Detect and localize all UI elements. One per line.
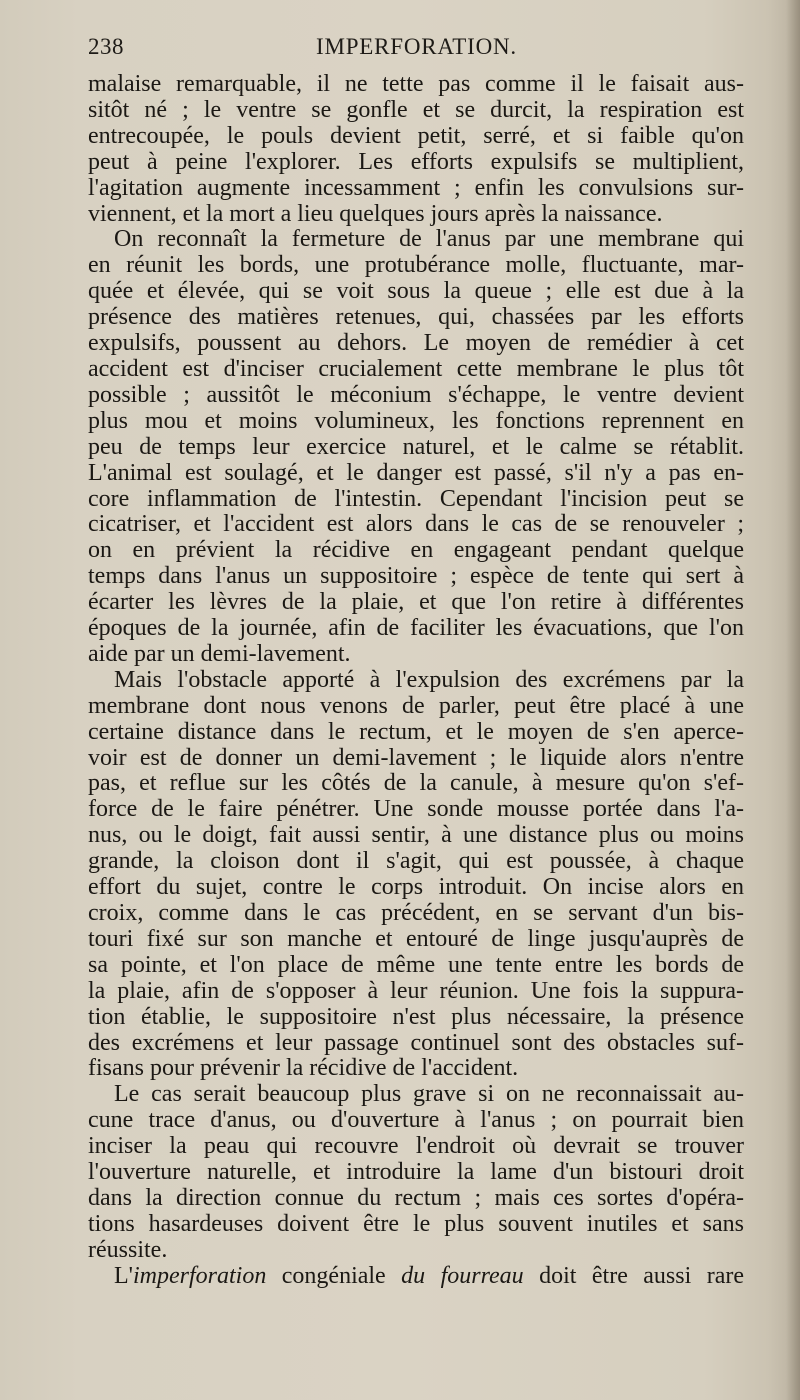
paragraph <box>88 668 744 1083</box>
text-line: on en prévient la récidive en engageant pendant quelque <box>88 537 744 564</box>
paragraph <box>88 72 744 227</box>
text-line: temps dans l'anus un suppositoire ; espèce de tente qui sert à <box>88 563 744 590</box>
italic-term: imperforation <box>132 1262 267 1289</box>
text-line: Le cas serait beaucoup plus grave si on ne reconnaissait au- <box>114 1081 744 1108</box>
text-line: core inflammation de l'intestin. Cependant l'incision peut se <box>88 485 744 512</box>
text-line: grande, la cloison dont il s'agit, qui est poussée, à chaque <box>88 848 744 875</box>
text-line: la plaie, afin de s'opposer à leur réunion. Une fois la suppura- <box>88 977 744 1004</box>
text-line: nus, ou le doigt, fait aussi sentir, à une distance plus ou moins <box>88 822 744 849</box>
body-text <box>88 72 744 1290</box>
text-line: pas, et reflue sur les côtés de la canule, à mesure qu'on s'ef- <box>88 770 744 797</box>
text-segment: L' <box>114 1262 133 1289</box>
text-line: force de le faire pénétrer. Une sonde mousse portée dans l'a- <box>88 796 744 823</box>
text-line: l'ouverture naturelle, et introduire la lame d'un bistouri droit <box>88 1159 744 1186</box>
text-line: certaine distance dans le rectum, et le moyen de s'en aperce- <box>88 718 744 745</box>
text-line: voir est de donner un demi-lavement ; le liquide alors n'entre <box>88 744 744 771</box>
paragraph <box>88 1082 744 1263</box>
text-segment: doit être aussi rare <box>523 1262 745 1289</box>
text-line: accident est d'inciser crucialement cette membrane le plus tôt <box>88 355 744 382</box>
text-line <box>88 1264 744 1290</box>
italic-term: du fourreau <box>401 1262 524 1289</box>
text-line: en réunit les bords, une protubérance molle, fluctuante, mar- <box>88 252 744 279</box>
text-line: cicatriser, et l'accident est alors dans le cas de se renouveler ; <box>88 511 744 538</box>
text-line: On reconnaît la fermeture de l'anus par une membrane qui <box>114 226 744 253</box>
paragraph <box>88 227 744 667</box>
text-line: entrecoupée, le pouls devient petit, serré, et si faible qu'on <box>88 122 744 149</box>
text-line: l'agitation augmente incessamment ; enfin les convulsions sur- <box>88 174 744 201</box>
text-line: viennent, et la mort a lieu quelques jours après la naissance. <box>88 200 663 227</box>
text-line: écarter les lèvres de la plaie, et que l'on retire à différentes <box>88 589 744 616</box>
text-line: peu de temps leur exercice naturel, et le calme se rétablit. <box>88 433 744 460</box>
text-line: possible ; aussitôt le méconium s'échappe, le ventre devient <box>88 381 744 408</box>
text-line: des excrémens et leur passage continuel sont des obstacles suf- <box>88 1029 744 1056</box>
text-line: quée et élevée, qui se voit sous la queue ; elle est due à la <box>88 278 744 305</box>
text-line: Mais l'obstacle apporté à l'expulsion des excrémens par la <box>114 666 744 693</box>
text-line: L'animal est soulagé, et le danger est passé, s'il n'y a pas en- <box>88 459 744 486</box>
text-line: présence des matières retenues, qui, chassées par les efforts <box>88 304 744 331</box>
text-line: sitôt né ; le ventre se gonfle et se durcit, la respiration est <box>88 96 744 123</box>
paragraph <box>88 1264 744 1290</box>
running-head: IMPERFORATION. <box>316 34 517 59</box>
page-edge-shadow <box>786 0 800 1400</box>
text-line: cune trace d'anus, ou d'ouverture à l'anus ; on pourrait bien <box>88 1107 744 1134</box>
text-line: effort du sujet, contre le corps introduit. On incise alors en <box>88 874 744 901</box>
text-segment: congéniale <box>266 1262 402 1289</box>
text-line: tion établie, le suppositoire n'est plus nécessaire, la présence <box>88 1003 744 1030</box>
text-line: dans la direction connue du rectum ; mais ces sortes d'opéra- <box>88 1184 744 1211</box>
text-line: réussite. <box>88 1236 168 1263</box>
text-line: aide par un demi-lavement. <box>88 640 351 667</box>
text-line: malaise remarquable, il ne tette pas comme il le faisait aus- <box>88 71 744 97</box>
text-line: époques de la journée, afin de faciliter les évacuations, que l'on <box>88 615 744 642</box>
text-line: tions hasardeuses doivent être le plus souvent inutiles et sans <box>88 1210 744 1237</box>
page-number: 238 <box>88 34 124 59</box>
text-line: inciser la peau qui recouvre l'endroit où devrait se trouver <box>88 1133 744 1160</box>
text-line: expulsifs, poussent au dehors. Le moyen de remédier à cet <box>88 330 744 357</box>
text-line: sa pointe, et l'on place de même une tente entre les bords de <box>88 951 744 978</box>
text-line: peut à peine l'explorer. Les efforts expulsifs se multiplient, <box>88 148 744 175</box>
text-line: fisans pour prévenir la récidive de l'accident. <box>88 1055 519 1082</box>
page-header <box>88 34 743 64</box>
text-line: croix, comme dans le cas précédent, en se servant d'un bis- <box>88 900 744 926</box>
text-line: plus mou et moins volumineux, les fonctions reprennent en <box>88 407 744 434</box>
text-line: membrane dont nous venons de parler, peut être placé à une <box>88 692 744 719</box>
text-line: touri fixé sur son manche et entouré de linge jusqu'auprès de <box>88 925 744 952</box>
